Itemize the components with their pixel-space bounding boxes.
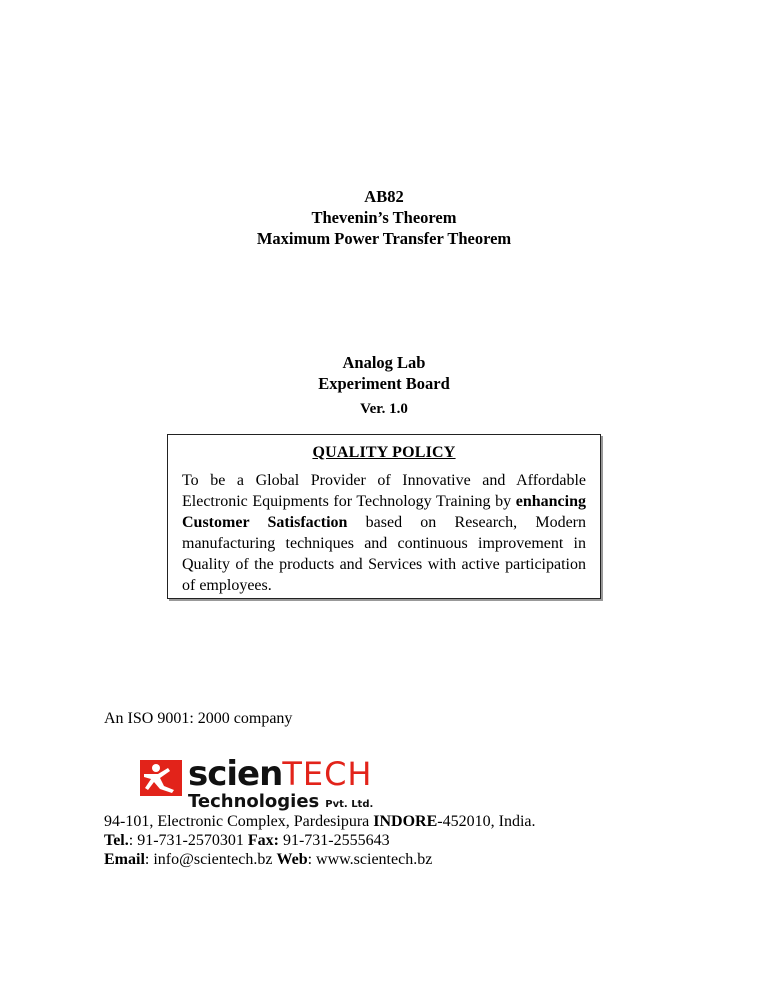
quality-policy-heading: QUALITY POLICY [312, 444, 456, 461]
phone-line [104, 831, 535, 850]
tel-label: Tel. [104, 832, 129, 849]
product-subtitle-block [0, 352, 768, 394]
title-max-power: Maximum Power Transfer Theorem [256, 229, 512, 248]
company-address-block [104, 812, 535, 869]
logo-figure-icon [140, 760, 182, 796]
fax-label: Fax: [247, 832, 279, 849]
web-label: Web [276, 851, 308, 868]
web-value[interactable]: : www.scientech.bz [307, 851, 433, 868]
address-city: INDORE [373, 813, 438, 830]
email-value[interactable]: : info@scientech.bz [144, 851, 277, 868]
logo-word-tech: TECH [282, 755, 373, 793]
scientech-logo [140, 754, 440, 814]
quality-policy-text [182, 470, 586, 596]
logo-wordmark [188, 754, 372, 794]
document-title-block [0, 186, 768, 249]
policy-text-start: To be a Global Provider of Innovative and Affordable Electronic Equipments for Technology Training by [182, 472, 586, 510]
logo-pvt-ltd: Pvt. Ltd. [325, 799, 374, 810]
logo-word-scien: scien [188, 754, 283, 794]
title-thevenin: Thevenin’s Theorem [311, 208, 457, 227]
email-label: Email [104, 851, 145, 868]
product-line-2: Experiment Board [318, 374, 450, 393]
iso-statement: An ISO 9001: 2000 company [104, 710, 293, 727]
address-street: 94-101, Electronic Complex, Pardesipura [104, 813, 374, 830]
address-postal: -452010, India. [437, 813, 536, 830]
version-label: Ver. 1.0 [360, 401, 408, 417]
contact-line [104, 850, 535, 869]
policy-text-end: based on Research, Modern manufacturing techniques and continuous improvement in Quality of the products and Services with active participation of employees. [182, 514, 587, 594]
quality-policy-box [167, 434, 601, 599]
address-line [104, 812, 535, 831]
tel-value: : 91-731-2570301 [128, 832, 248, 849]
logo-technologies: Technologies [188, 791, 320, 812]
product-line-1: Analog Lab [342, 353, 426, 372]
product-code: AB82 [364, 187, 404, 206]
policy-text-bold: enhancing Customer Satisfaction [182, 493, 586, 531]
fax-value: 91-731-2555643 [278, 832, 390, 849]
